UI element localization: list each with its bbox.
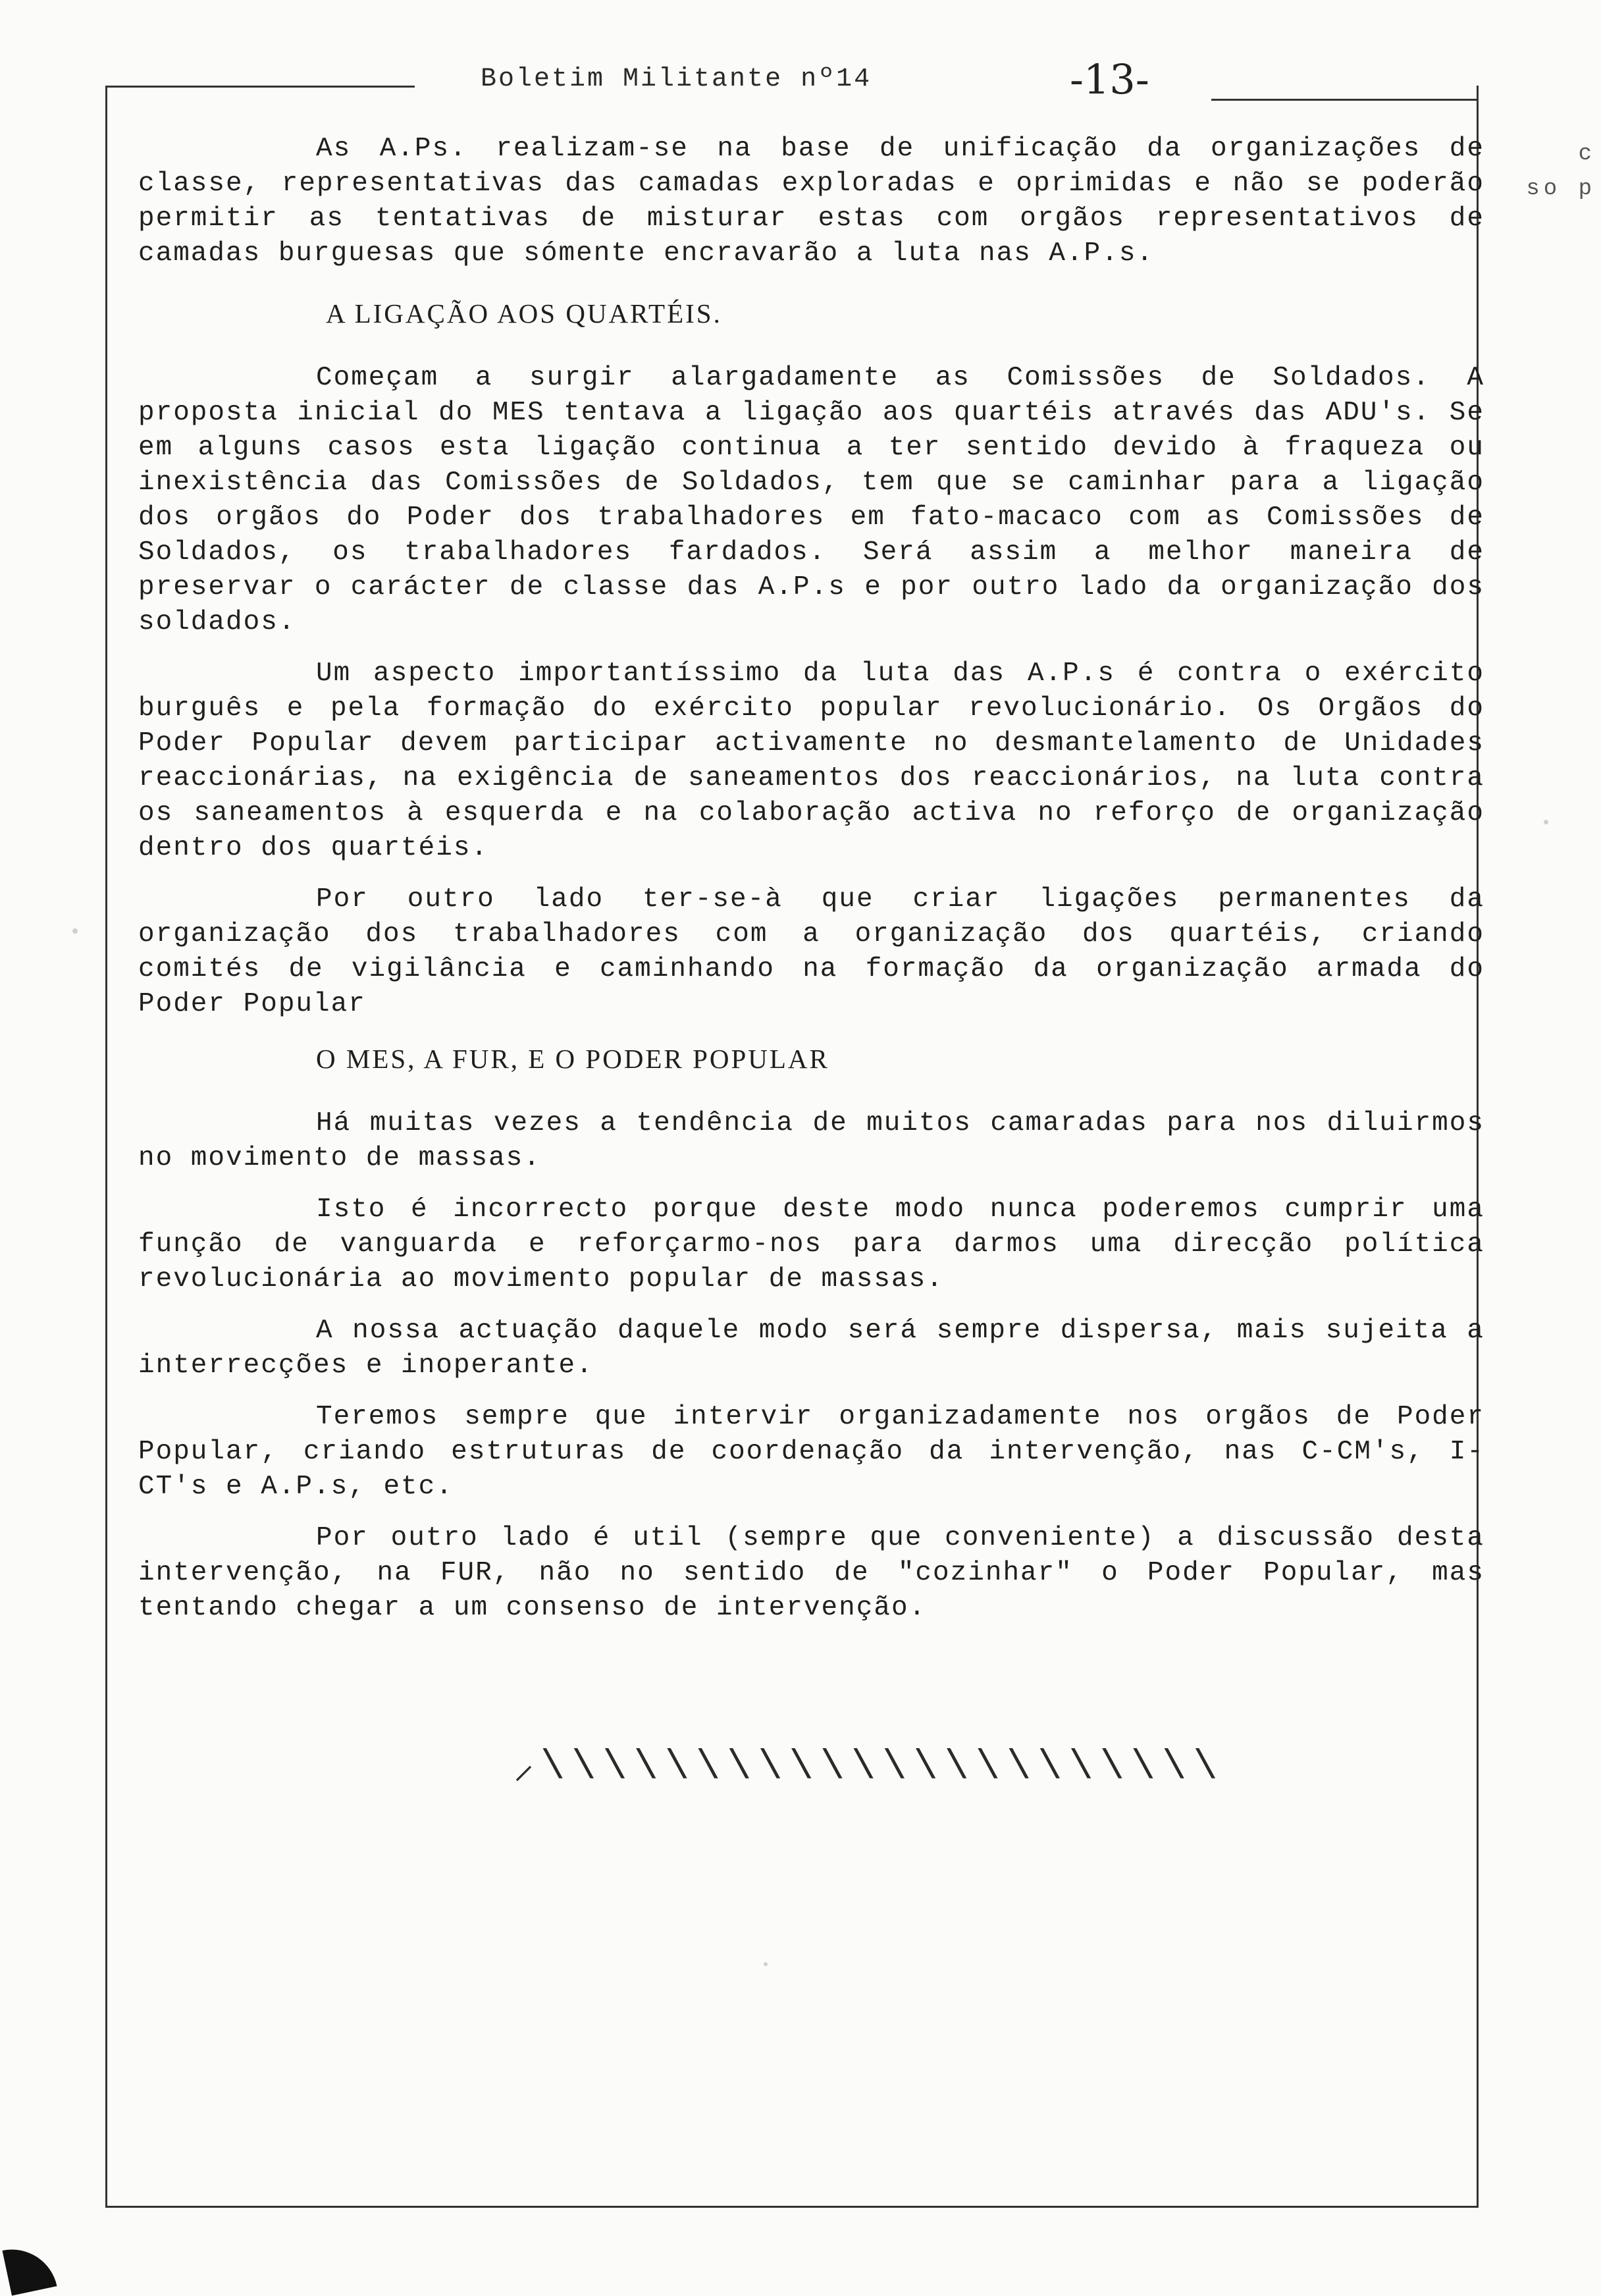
ink-speck [1544, 820, 1548, 824]
paragraph: Um aspecto importantíssimo da luta das A.P.s é contra o exército burguês e pela formação do exército popular revolucionário. Os Orgãos do Poder Popular devem participar activamente no desmantelamento de Unidades reaccionárias, na exigência de saneamentos dos reaccionários, na luta contra os saneamentos à esquerda e na colaboração activa no reforço de organização dentro dos quartéis. [138, 658, 1484, 863]
ink-speck [764, 1962, 768, 1966]
bulletin-title: Boletim Militante nº14 [481, 65, 872, 94]
margin-note: c [1578, 142, 1596, 167]
section-heading-ligacao: A LIGAÇÃO AOS QUARTÉIS. [326, 298, 722, 329]
corner-mark [2, 2241, 57, 2295]
page-number: -13- [1070, 55, 1149, 103]
section-heading-mes: O MES, A FUR, E O PODER POPULAR [316, 1044, 829, 1074]
paragraph: A nossa actuação daquele modo será sempre dispersa, mais sujeita a interrecções e inoperante. [138, 1316, 1484, 1381]
paragraph: Começam a surgir alargadamente as Comissões de Soldados. A proposta inicial do MES tentava a ligação aos quartéis através das ADU's. Se em alguns casos esta ligação continua a ter sentido devido à fraqueza ou inexistência das Comissões de Soldados, tem que se caminhar para a ligação dos orgãos do Poder dos trabalhadores em fato-macaco com as Comissões de Soldados, os trabalhadores fardados. Será assim a melhor maneira de preservar o carácter de classe das A.P.s e por outro lado da organização dos soldados. [138, 363, 1484, 637]
intro-paragraph: As A.Ps. realizam-se na base de unificação da organizações de classe, representativas das camadas exploradas e oprimidas e não se poderão permitir as tentativas de misturar estas com orgãos representativos de camadas burguesas que sómente encravarão a luta nas A.P.s. [138, 134, 1484, 269]
ink-speck [72, 928, 78, 934]
document-body [138, 132, 1484, 1642]
paragraph: Por outro lado é util (sempre que conveniente) a discussão desta intervenção, na FUR, não no sentido de "cozinhar" o Poder Popular, mas tentando chegar a um consenso de intervenção. [138, 1523, 1484, 1623]
paragraph: Por outro lado ter-se-à que criar ligações permanentes da organização dos trabalhadores com a organização dos quartéis, criando comités de vigilância e caminhando na formação da organização armada do Poder Popular [138, 884, 1484, 1019]
paragraph: Há muitas vezes a tendência de muitos camaradas para nos diluirmos no movimento de massas. [138, 1108, 1484, 1173]
paragraph: Isto é incorrecto porque deste modo nunca poderemos cumprir uma função de vanguarda e reforçarmo-nos para darmos uma direcção política revolucionária ao movimento popular de massas. [138, 1194, 1484, 1295]
margin-note: so p [1526, 176, 1596, 201]
footer-ornament: ⸝\\\\\\\\\\\\\\\\\\\\\\ [513, 1744, 1224, 1790]
paragraph: Teremos sempre que intervir organizadamente nos orgãos de Poder Popular, criando estruturas de coordenação da intervenção, nas C-CM's, I-CT's e A.P.s, etc. [138, 1402, 1484, 1502]
